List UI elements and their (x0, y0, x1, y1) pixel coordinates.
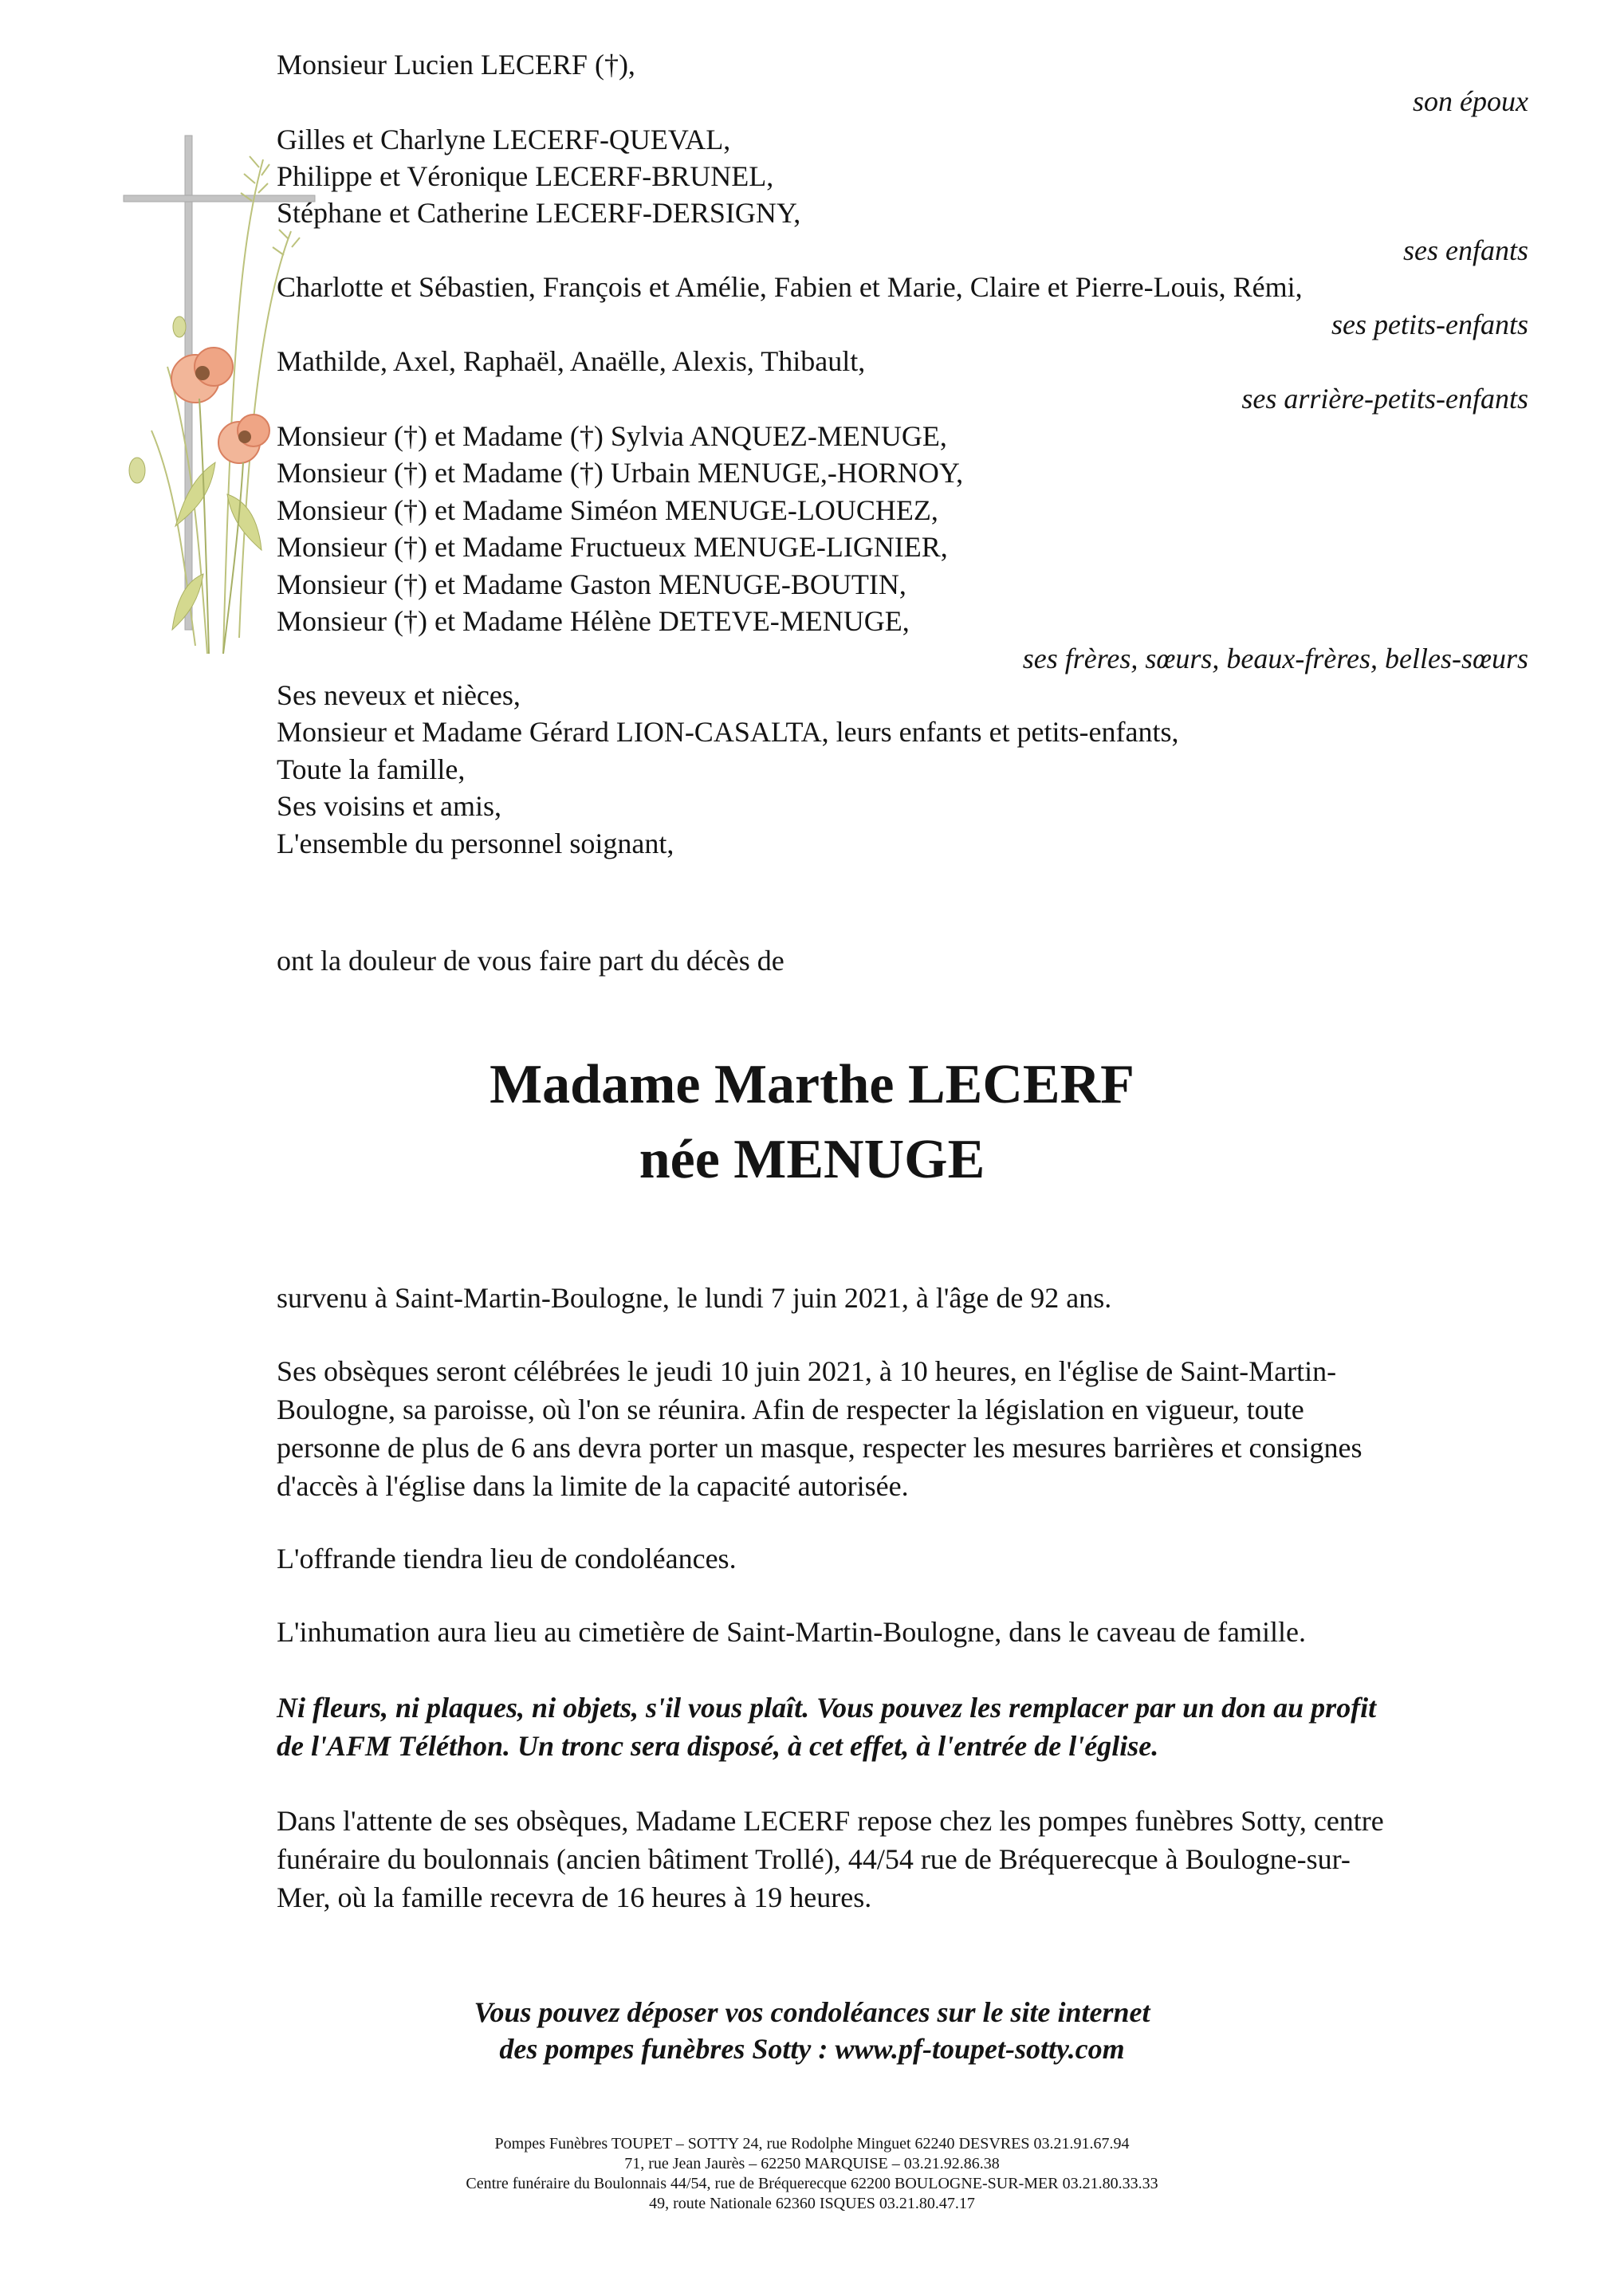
funeral-line: Ses obsèques seront célébrées le jeudi 10 juin 2021, à 10 heures, en l'église de Saint-Martin- (277, 1355, 1337, 1387)
rest-line: Mer, où la famille recevra de 16 heures à 19 heures. (277, 1881, 872, 1913)
funeral-line: Boulogne, sa paroisse, où l'on se réunira. Afin de respecter la législation en vigueur, toute (277, 1394, 1304, 1425)
family-name-line: Monsieur et Madame Gérard LION-CASALTA, leurs enfants et petits-enfants, (277, 716, 1179, 748)
death-info: survenu à Saint-Martin-Boulogne, le lundi 7 juin 2021, à l'âge de 92 ans. (277, 1282, 1112, 1314)
rest-line: Dans l'attente de ses obsèques, Madame LECERF repose chez les pompes funèbres Sotty, centre (277, 1805, 1384, 1837)
family-name-line: Monsieur (†) et Madame Hélène DETEVE-MENUGE, (277, 605, 910, 637)
family-name-line: L'ensemble du personnel soignant, (277, 828, 674, 859)
family-name-line: Monsieur Lucien LECERF (†), (277, 49, 635, 81)
footer-address-line: Pompes Funèbres TOUPET – SOTTY 24, rue Rodolphe Minguet 62240 DESVRES 03.21.91.67.94 (494, 2135, 1130, 2152)
family-role-line: ses petits-enfants (1331, 309, 1528, 340)
family-role-line: son époux (1413, 85, 1528, 117)
rest-line: funéraire du boulonnais (ancien bâtiment Trollé), 44/54 rue de Bréquerecque à Boulogne-sur- (277, 1843, 1351, 1875)
family-name-line: Toute la famille, (277, 753, 466, 785)
family-name-line: Ses neveux et nièces, (277, 679, 521, 711)
family-role-line: ses arrière-petits-enfants (1241, 383, 1528, 415)
family-name-line: Ses voisins et amis, (277, 790, 502, 822)
family-name-line: Monsieur (†) et Madame Gaston MENUGE-BOUTIN, (277, 568, 906, 600)
footer-address-line: 71, rue Jean Jaurès – 62250 MARQUISE – 03.21.92.86.38 (624, 2155, 1000, 2172)
footer-address-line: 49, route Nationale 62360 ISQUES 03.21.80.47.17 (649, 2195, 975, 2212)
burial-text: L'inhumation aura lieu au cimetière de Saint-Martin-Boulogne, dans le caveau de famille. (277, 1616, 1307, 1648)
funeral-line: d'accès à l'église dans la limite de la capacité autorisée. (277, 1470, 909, 1502)
condolences-website[interactable]: des pompes funèbres Sotty : www.pf-toupet-sotty.com (499, 2033, 1125, 2065)
deceased-name: Madame Marthe LECERF (490, 1054, 1134, 1115)
family-name-line: Gilles et Charlyne LECERF-QUEVAL, (277, 124, 731, 155)
no-flowers-line: de l'AFM Téléthon. Un tronc sera disposé, à cet effet, à l'entrée de l'église. (277, 1730, 1159, 1762)
family-name-line: Monsieur (†) et Madame (†) Urbain MENUGE,-HORNOY, (277, 457, 964, 489)
no-flowers-line: Ni fleurs, ni plaques, ni objets, s'il vous plaît. Vous pouvez les remplacer par un don au profit (277, 1692, 1377, 1724)
deceased-maiden-name: née MENUGE (639, 1129, 985, 1190)
condolences-line: Vous pouvez déposer vos condoléances sur le site internet (474, 1996, 1150, 2028)
offering-text: L'offrande tiendra lieu de condoléances. (277, 1543, 737, 1575)
family-name-line: Monsieur (†) et Madame Fructueux MENUGE-LIGNIER, (277, 531, 948, 563)
family-name-line: Stéphane et Catherine LECERF-DERSIGNY, (277, 197, 801, 229)
family-name-line: Charlotte et Sébastien, François et Amélie, Fabien et Marie, Claire et Pierre-Louis, Rémi, (277, 271, 1303, 303)
family-name-line: Philippe et Véronique LECERF-BRUNEL, (277, 160, 774, 192)
footer-address-line: Centre funéraire du Boulonnais 44/54, rue de Bréquerecque 62200 BOULOGNE-SUR-MER 03.21.80.33.33 (466, 2175, 1158, 2192)
family-name-line: Monsieur (†) et Madame (†) Sylvia ANQUEZ-MENUGE, (277, 420, 947, 452)
announce-text: ont la douleur de vous faire part du décès de (277, 945, 784, 977)
funeral-line: personne de plus de 6 ans devra porter un masque, respecter les mesures barrières et consignes (277, 1432, 1363, 1464)
family-role-line: ses enfants (1403, 234, 1528, 266)
family-role-line: ses frères, sœurs, beaux-frères, belles-sœurs (1022, 643, 1528, 674)
family-name-line: Mathilde, Axel, Raphaël, Anaëlle, Alexis, Thibault, (277, 345, 866, 377)
family-name-line: Monsieur (†) et Madame Siméon MENUGE-LOUCHEZ, (277, 494, 938, 526)
